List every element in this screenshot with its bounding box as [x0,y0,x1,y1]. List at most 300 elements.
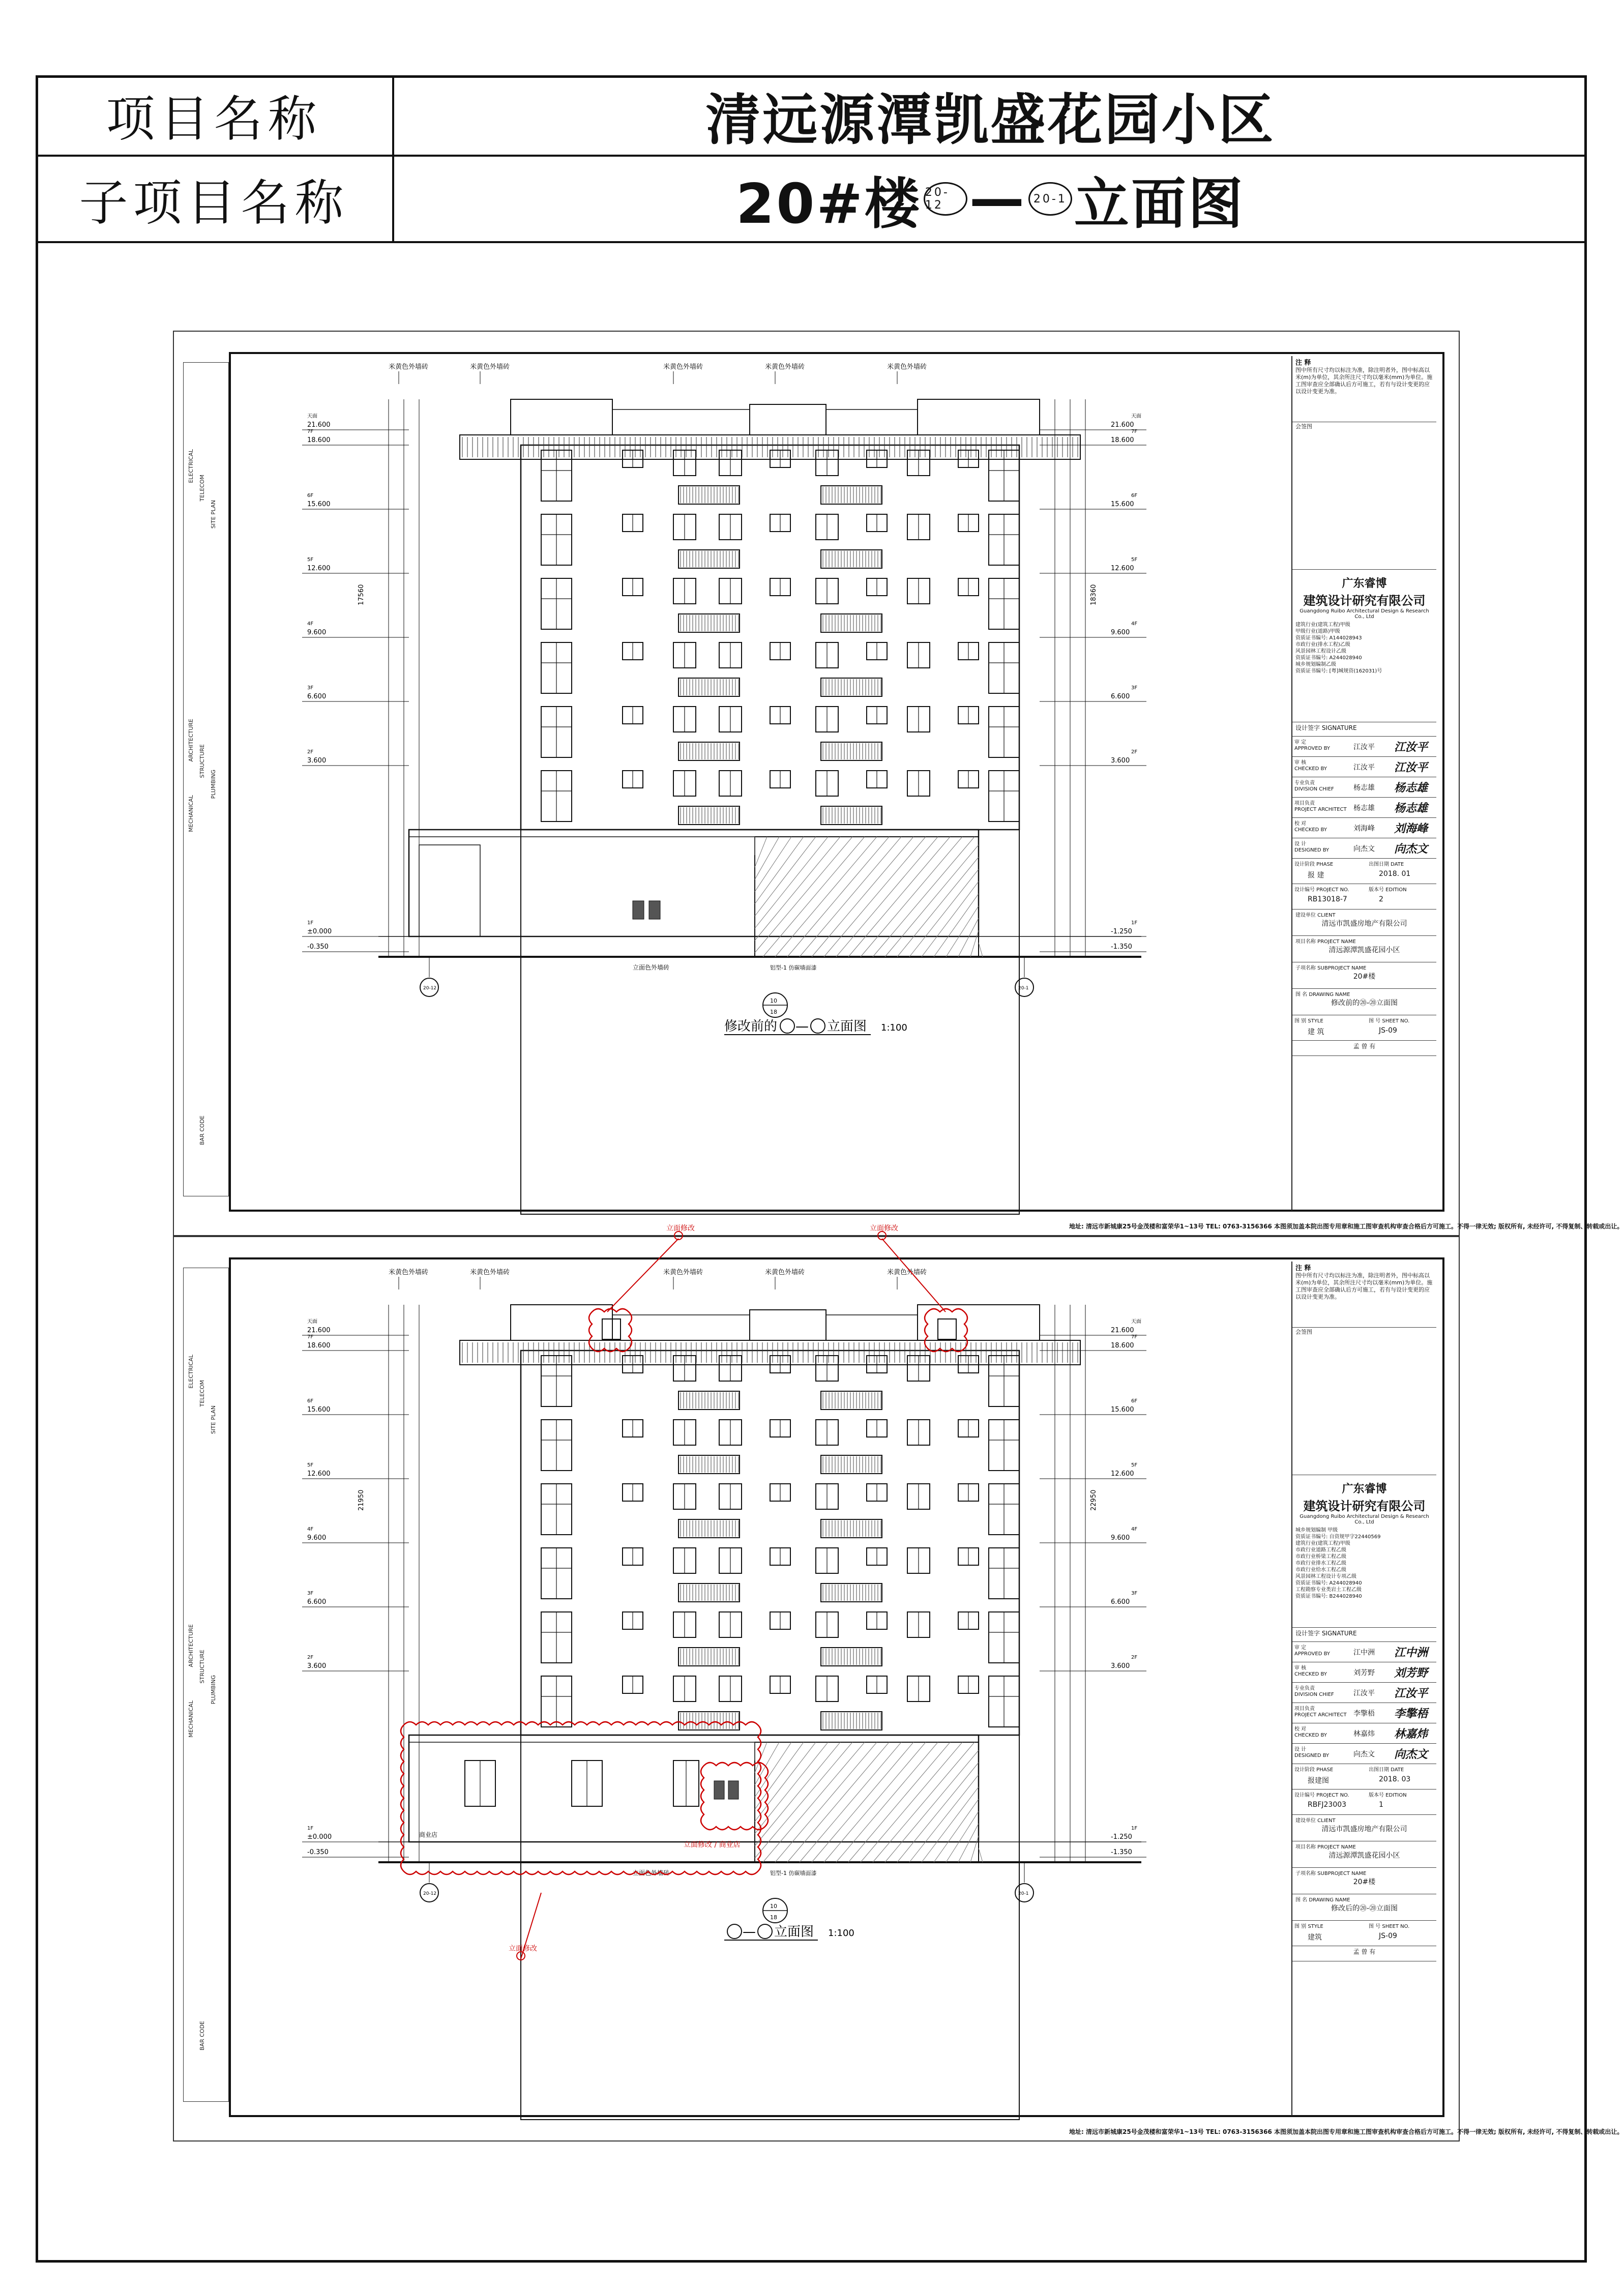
level-right: 21.600 [1111,1327,1134,1334]
role-name: 向杰文 [1353,845,1375,853]
balcony [678,1583,740,1602]
opening [419,845,480,936]
field-label: 版本号 EDITION [1369,887,1407,893]
level-right: 9.600 [1111,629,1130,636]
floor-tag: 2F [1131,1655,1138,1660]
drawing-caption-suffix: 立面图 [774,1924,814,1940]
level-left: 12.600 [307,565,331,572]
role-signature: 杨志雄 [1394,802,1428,815]
drawing-border [229,352,1444,1212]
level-right: -1.350 [1111,943,1132,951]
firm-name-en: Guangdong Ruibo Architectural Design & Research Co., Ltd [1300,608,1429,620]
strip-label: BAR CODE [199,2021,205,2050]
bottom-note: 立面色外墙砖 [633,964,670,971]
field-label: 项目名称 PROJECT NAME [1295,1844,1356,1850]
balcony [678,1455,740,1474]
signature-row [1292,1662,1436,1683]
section-top: 10 [770,1903,777,1910]
revision-label: 立面修改 [509,1945,537,1953]
level-right: 18.600 [1111,436,1134,444]
field-label: 出图日期 DATE [1369,1767,1404,1773]
floor-tag: 3F [307,1591,314,1596]
signature-row [1292,838,1436,859]
seal-cell [1292,1328,1436,1475]
projno-edition-cell [1292,884,1436,910]
shop-label: 商业店 [419,1831,438,1838]
role-signature: 向杰文 [1394,1748,1428,1761]
material-callout: 米黄色外墙砖 [470,1269,510,1276]
floor-windows [541,707,1019,760]
role-name: 李擎梧 [1353,1710,1375,1718]
level-right: 21.600 [1111,421,1134,429]
field-label: 出图日期 DATE [1369,862,1404,867]
caption-axis-bubble [758,1924,772,1939]
project-label: 项目名称 [36,75,394,155]
strip-label: ELECTRICAL [188,449,194,483]
material-callout: 米黄色外墙砖 [765,363,805,371]
firm-name-2: 建筑设计研究有限公司 [1303,594,1426,608]
field-value: 清远源潭凯盛花园小区 [1328,1852,1400,1860]
cert-line: 风景园林工程设计乙级 [1295,649,1346,654]
field-label: 版本号 EDITION [1369,1793,1407,1798]
cert-line: 市政行业桥梁工程乙级 [1295,1554,1346,1560]
caption-axis-bubble [780,1019,794,1033]
signature-row [1292,818,1436,838]
level-right: -1.250 [1111,1833,1132,1841]
seal-label: 会签图 [1295,1329,1312,1335]
axis-label: 20-12 [423,986,437,991]
subproject-cell [1292,1868,1436,1894]
firm-name-1: 广东睿博 [1342,577,1387,590]
role-en: APPROVED BY [1294,1651,1331,1657]
role-signature: 江汝平 [1394,761,1428,774]
material-callout: 米黄色外墙砖 [765,1269,805,1276]
role-cn: 审 定 [1294,740,1307,745]
subproject-row [36,157,1587,243]
caption-dash: — [743,1924,756,1940]
level-left: 21.600 [307,1327,331,1334]
level-right: 18.600 [1111,1342,1134,1350]
role-cn: 专业负责 [1294,1686,1315,1691]
role-signature: 杨志雄 [1394,781,1428,795]
cert-line: 建筑行业(建筑工程)甲级 [1295,622,1350,628]
floor-tag: 1F [307,920,314,926]
field-label: 设计编号 PROJECT NO. [1294,1793,1349,1798]
field-value: 修改后的⑳-⑳立面图 [1331,1904,1398,1913]
balcony [821,1391,882,1410]
material-callout: 米黄色外墙砖 [887,363,927,371]
building-outline [521,1735,1019,2120]
signature-row [1292,1744,1436,1764]
cert-line: 资质证书编号: [粤]城规资(162031)号 [1295,668,1382,674]
roof-window [602,1319,621,1339]
material-callout: 米黄色外墙砖 [470,363,510,371]
field-label: 图 名 DRAWING NAME [1295,1897,1350,1903]
style-sheet-cell [1292,1921,1436,1946]
balcony [821,1583,882,1602]
balcony [821,486,882,504]
level-right: 9.600 [1111,1534,1130,1542]
material-callout: 米黄色外墙砖 [663,1269,703,1276]
signature-title: 设计签字 SIGNATURE [1292,1628,1436,1642]
role-signature: 刘芳野 [1394,1666,1428,1680]
cert-line: 市政行业(排水工程)乙级 [1295,642,1350,648]
total-height-left: 21950 [358,1489,365,1511]
floor-windows [541,1484,1019,1538]
vent [633,901,644,919]
caption-axis-bubble [811,1019,825,1033]
level-right: 12.600 [1111,565,1134,572]
role-cn: 专业负责 [1294,780,1315,786]
role-en: PROJECT ARCHITECT [1294,1712,1347,1718]
signature-row [1292,737,1436,757]
field-value: JS-09 [1379,1932,1397,1940]
vent [714,1781,724,1799]
client-cell [1292,910,1436,936]
role-en: DESIGNED BY [1294,1753,1330,1758]
role-cn: 校 对 [1294,821,1307,827]
signature-row [1292,1642,1436,1662]
subproject-dash: — [969,167,1026,231]
section-bottom: 18 [770,1914,777,1921]
floor-tag: 4F [307,621,314,627]
role-cn: 审 核 [1294,760,1307,766]
strip-label: SITE PLAN [210,1405,217,1434]
phase-date-cell [1292,859,1436,884]
role-en: DIVISION CHIEF [1294,1692,1334,1697]
level-left: 15.600 [307,1406,331,1414]
level-right: 15.600 [1111,501,1134,508]
field-label: 设计阶段 PHASE [1294,1767,1334,1773]
role-signature: 李擎梧 [1394,1707,1428,1720]
notes-title: 注 释 [1295,359,1311,367]
floor-tag: 天面 [1131,1319,1141,1325]
floor-tag: 3F [1131,685,1138,691]
role-signature: 江汝平 [1394,1687,1428,1700]
floor-tag: 6F [307,1398,314,1404]
material-callout: 米黄色外墙砖 [663,363,703,371]
role-signature: 林嘉炜 [1394,1727,1428,1741]
cert-list [1295,622,1433,674]
axis-a-bubble: 20-12 [924,182,967,216]
level-left: 12.600 [307,1470,331,1478]
drawing-name-cell [1292,1894,1436,1921]
field-value: 建 筑 [1308,1028,1324,1036]
level-left: ±0.000 [307,928,332,935]
floor-tag: 2F [1131,749,1138,755]
cert-line: 风景园林工程设计专项乙级 [1295,1574,1356,1579]
strip-label: MECHANICAL [188,1700,194,1738]
signature-title: 设计签字 SIGNATURE [1292,722,1436,737]
balcony [821,1712,882,1730]
axis-label: 20-12 [423,1891,437,1896]
floor-tag: 6F [1131,1398,1138,1404]
balcony [821,806,882,825]
drawing-caption: 修改前的 [724,1019,778,1034]
field-value: RBFJ23003 [1308,1801,1347,1809]
role-name: 刘芳野 [1353,1669,1375,1677]
floor-tag: 7F [307,429,314,434]
drawing-name-cell [1292,989,1436,1015]
revision-label: 立面修改 [666,1224,695,1233]
material-callout: 米黄色外墙砖 [389,363,429,371]
firm-cell [1292,1475,1436,1628]
subproject-value [394,157,1587,241]
strip-label: ELECTRICAL [188,1355,194,1389]
drawing-scale: 1:100 [828,1928,854,1939]
balcony [678,1648,740,1666]
floor-windows [541,1420,1019,1474]
podium [409,830,983,957]
floor-tag: 5F [1131,1462,1138,1468]
project-name-cell [1292,936,1436,962]
drawing-sheet [173,1224,1623,2142]
signature-row [1292,798,1436,818]
cert-line: 城乡规划编制 甲级 [1295,1528,1338,1533]
role-cn: 校 对 [1294,1726,1307,1732]
field-value: 20#楼 [1353,1878,1376,1886]
role-cn: 审 定 [1294,1645,1307,1651]
field-value: 2018. 03 [1379,1775,1411,1783]
strip-label: ARCHITECTURE [188,719,194,762]
hatched-retaining-wall [755,1742,979,1862]
firm-name-2: 建筑设计研究有限公司 [1303,1499,1426,1513]
floor-windows [541,450,1019,504]
axis-label: 20-1 [1018,986,1029,991]
cert-line: 城乡规划编制乙级 [1295,662,1336,667]
field-value: RB13018-7 [1308,895,1347,903]
level-left: 6.600 [307,1598,327,1606]
field-label: 建设单位 CLIENT [1295,913,1336,918]
material-callout: 米黄色外墙砖 [389,1269,429,1276]
field-value: 报建图 [1308,1777,1329,1785]
drawing-scale: 1:100 [881,1022,907,1033]
level-left: 6.600 [307,693,327,700]
axis-b-bubble: 20-1 [1028,182,1072,216]
seal-label: 会签图 [1295,423,1312,430]
field-value: JS-09 [1379,1026,1397,1035]
roof-tower-mid [750,404,826,435]
balcony [678,742,740,760]
signature-row [1292,1703,1436,1723]
total-height-right: 22950 [1090,1489,1098,1511]
stamp-cell: 孟 曾 有 [1292,1041,1436,1056]
floor-windows [541,514,1019,568]
balcony [821,550,882,568]
field-value: 清远市凯盛房地产有限公司 [1321,1825,1407,1833]
vent [728,1781,739,1799]
subproject-cell [1292,962,1436,989]
roof-window [938,1319,956,1339]
field-label: 子项名称 SUBPROJECT NAME [1295,1871,1367,1876]
floor-tag: 4F [1131,1527,1138,1532]
floor-tag: 1F [1131,1826,1138,1831]
field-value: 2018. 01 [1379,870,1411,878]
subproject-suffix: 立面图 [1074,172,1245,236]
balcony [821,678,882,696]
strip-label: SITE PLAN [210,500,217,529]
floor-tag: 7F [1131,1334,1138,1340]
drawing-sheet [173,331,1623,1236]
bottom-note: 立面色外墙砖 [633,1869,670,1876]
strip-label: PLUMBING [210,770,217,799]
balcony [678,486,740,504]
balcony [678,614,740,632]
role-en: PROJECT ARCHITECT [1294,807,1347,812]
section-bottom: 18 [770,1009,777,1015]
notes-title: 注 释 [1295,1265,1311,1272]
axis-label: 20-1 [1018,1891,1029,1896]
stamp-cell: 孟 曾 有 [1292,1946,1436,1961]
phase-date-cell [1292,1764,1436,1790]
floor-windows [541,1612,1019,1666]
role-en: CHECKED BY [1294,1733,1327,1738]
strip-label: STRUCTURE [199,744,205,778]
bottom-note-2: 铝型-1 仿碳墙面漆 [770,1870,817,1876]
cert-line: 资质证书编号: B244028940 [1295,1594,1362,1599]
level-left: 9.600 [307,1534,327,1542]
cert-line: 资质证书编号: 自资规甲字22440569 [1295,1534,1381,1540]
drawing-caption-suffix: 立面图 [827,1019,867,1034]
projno-edition-cell [1292,1790,1436,1815]
cert-line: 甲级行业(道路)甲级 [1295,629,1340,634]
balcony [678,1519,740,1538]
balcony [821,1648,882,1666]
signature-row [1292,1723,1436,1744]
role-name: 杨志雄 [1353,804,1375,812]
signature-row [1292,1683,1436,1703]
level-right: 3.600 [1111,757,1130,765]
level-left: -0.350 [307,1849,329,1856]
balcony [678,550,740,568]
role-cn: 设 计 [1294,1747,1307,1752]
total-height-right: 18360 [1090,584,1098,605]
field-value: 2 [1379,895,1383,903]
role-cn: 项目负责 [1294,801,1315,806]
title-block [1291,1262,1436,2116]
strip-label: PLUMBING [210,1675,217,1705]
firm-name-en: Guangdong Ruibo Architectural Design & Research Co., Ltd [1300,1514,1429,1525]
signature-row [1292,757,1436,777]
notes-text: 图中所有尺寸均以标注为准，除注明者外，图中标高以米(m)为单位，其余所注尺寸均以毫米(mm)为单位。施工图审查应全部确认后方可施工，若有与设计变更的应以设计变更为准。 [1295,1272,1433,1300]
bottom-note-2: 铝型-1 仿碳墙面漆 [770,964,817,971]
cert-line: 资质证书编号: A144028943 [1295,635,1362,641]
field-value: 报 建 [1308,871,1324,879]
level-left: ±0.000 [307,1833,332,1841]
sheet-footer: 地址: 清远市新城康25号金茂楼和富荣华1~13号 TEL: 0763-3156366 本图须加盖本院出图专用章和施工图审查机构审查合格后方可施工。不得一律无效; 版权所有, 未经许可, 不得复制、转载或出让。 [1069,2128,1623,2135]
level-right: 3.600 [1111,1662,1130,1670]
floor-windows [541,1356,1019,1410]
role-signature: 刘海峰 [1394,822,1428,835]
seal-cell [1292,422,1436,570]
level-right: 6.600 [1111,693,1130,700]
balcony [678,678,740,696]
caption-axis-bubble [727,1924,742,1939]
firm-cell [1292,570,1436,722]
role-en: DIVISION CHIEF [1294,786,1334,792]
balcony [678,1712,740,1730]
cert-list [1295,1527,1433,1600]
level-left: 9.600 [307,629,327,636]
section-top: 10 [770,998,777,1004]
notes-cell [1292,1262,1436,1328]
hatched-retaining-wall [755,837,979,957]
shop-revision-label: 立面修改 / 商业店 [684,1841,741,1849]
project-row [36,75,1587,157]
field-label: 项目名称 PROJECT NAME [1295,939,1356,945]
revision-cloud [401,1722,761,1874]
role-signature: 江中洲 [1394,1646,1428,1659]
balcony [678,806,740,825]
roof-tower-right [918,399,1040,435]
role-name: 江中洲 [1353,1649,1375,1657]
balcony [821,614,882,632]
strip-label: TELECOM [199,1380,205,1407]
project-value: 清远源潭凯盛花园小区 [705,88,1276,152]
subproject-label: 子项目名称 [36,157,394,241]
balcony [678,1391,740,1410]
level-right: -1.350 [1111,1849,1132,1856]
elevation-drawing [236,359,1284,1193]
material-callout: 米黄色外墙砖 [887,1269,927,1276]
role-name: 江汝平 [1353,1689,1375,1697]
cert-line: 市政行业道路工程乙级 [1295,1547,1346,1553]
floor-tag: 天面 [1131,414,1141,419]
role-cn: 审 核 [1294,1665,1307,1671]
role-en: CHECKED BY [1294,766,1327,772]
field-value: 修改前的⑳-⑳立面图 [1331,999,1398,1007]
floor-windows [541,1676,1019,1730]
level-left: 15.600 [307,501,331,508]
caption-dash: — [795,1019,809,1034]
project-name-cell [1292,1841,1436,1868]
floor-windows [541,578,1019,632]
discipline-strip [183,1268,229,2102]
roof-tower-mid [750,1310,826,1340]
balcony [821,1519,882,1538]
cert-line: 市政行业给水工程乙级 [1295,1567,1346,1573]
role-en: APPROVED BY [1294,746,1331,751]
level-left: -0.350 [307,943,329,951]
cert-line: 市政行业排水工程乙级 [1295,1561,1346,1566]
floor-tag: 4F [1131,621,1138,627]
floor-tag: 7F [1131,429,1138,434]
floor-tag: 天面 [307,414,317,419]
field-label: 图 号 SHEET NO. [1369,1018,1410,1024]
field-label: 建设单位 CLIENT [1295,1818,1336,1824]
subproject-prefix: 20#楼 [736,172,922,236]
roof-tower-left [511,1305,612,1340]
floor-tag: 7F [307,1334,314,1340]
role-name: 向杰文 [1353,1750,1375,1758]
cert-line: 工程勘察专业类岩土工程乙级 [1295,1587,1362,1593]
field-label: 图 别 STYLE [1294,1018,1323,1024]
floor-tag: 4F [307,1527,314,1532]
floor-windows [541,642,1019,696]
vent [649,901,660,919]
notes-cell [1292,356,1436,422]
balcony [821,742,882,760]
field-value: 清远市凯盛房地产有限公司 [1321,920,1407,928]
level-left: 18.600 [307,1342,331,1350]
strip-label: ARCHITECTURE [188,1624,194,1667]
floor-tag: 5F [1131,557,1138,563]
elevation-drawing [236,1224,1284,2099]
floor-tag: 5F [307,557,314,563]
strip-label: MECHANICAL [188,795,194,832]
role-cn: 设 计 [1294,841,1307,847]
discipline-strip [183,362,229,1196]
